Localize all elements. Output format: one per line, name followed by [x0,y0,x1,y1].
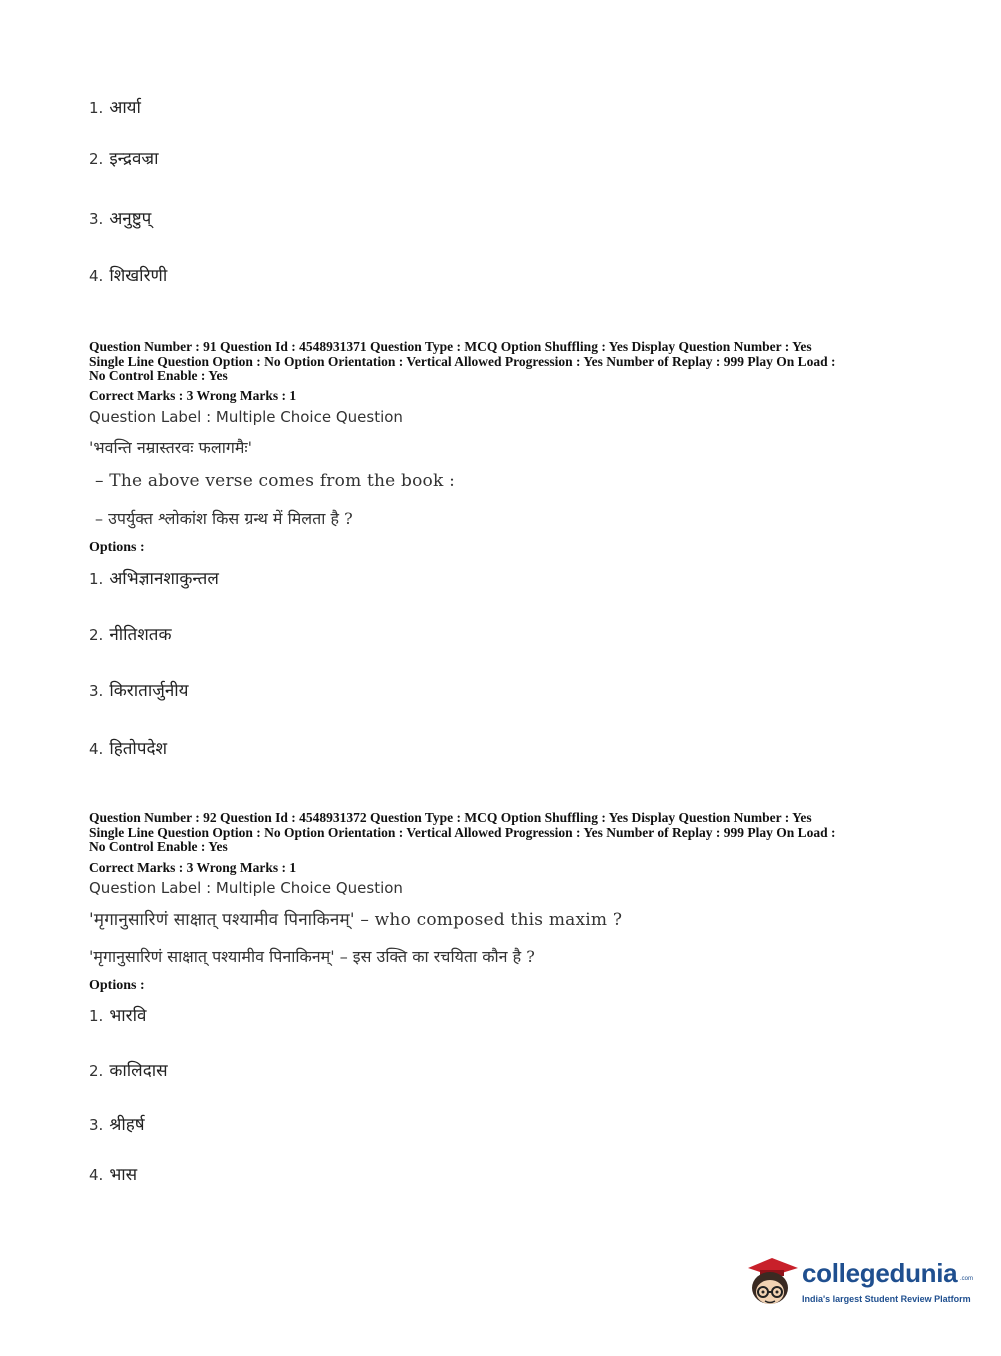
logo-suffix: .com [960,1276,974,1282]
option-text: अभिज्ञानशाकुन्तल [109,569,219,589]
q91-question-label: Question Label : Multiple Choice Question [89,408,403,426]
q91-marks: Correct Marks : 3 Wrong Marks : 1 [89,388,297,403]
q92-meta [89,811,919,855]
option-number: 2. [89,626,104,644]
q91-meta-line3: No Control Enable : Yes [89,368,228,383]
prev-option-4 [89,263,167,286]
option-text: श्रीहर्ष [109,1115,145,1135]
q91-question-hindi: – उपर्युक्त श्लोकांश किस ग्रन्थ में मिलता है ? [95,509,353,528]
q91-meta-line2: Single Line Question Option : No Option Orientation : Vertical Allowed Progression : Yes Number of Replay : 999 Play On Load : [89,353,836,369]
option-number: 4. [89,740,104,758]
q92-question-english: 'मृगानुसारिणं साक्षात् पश्यामीव पिनाकिनम्' – who composed this maxim ? [89,910,623,930]
q92-meta-line3: No Control Enable : Yes [89,839,228,854]
option-number: 3. [89,210,104,228]
q91-verse: 'भवन्ति नम्रास्तरवः फलागमैः' [89,438,253,457]
option-number: 2. [89,1062,104,1080]
q91-option-4[interactable] [89,736,167,759]
prev-option-2 [89,146,159,169]
option-text: नीतिशतक [109,625,172,645]
logo-wordmark: collegedunia [802,1258,958,1288]
option-text: भास [109,1165,138,1185]
q92-meta-line2: Single Line Question Option : No Option Orientation : Vertical Allowed Progression : Yes Number of Replay : 999 Play On Load : [89,824,836,840]
prev-option-1 [89,95,141,118]
option-number: 4. [89,267,104,285]
option-text: कालिदास [109,1061,168,1081]
q92-question-hindi: 'मृगानुसारिणं साक्षात् पश्यामीव पिनाकिनम्' – इस उक्ति का रचयिता कौन है ? [89,947,535,966]
option-number: 1. [89,570,104,588]
option-text: शिखरिणी [109,266,168,286]
q91-option-2[interactable] [89,622,172,645]
q91-question-english: – The above verse comes from the book : [95,471,456,491]
q91-options-header: Options : [89,540,145,555]
q92-question-label: Question Label : Multiple Choice Question [89,879,403,897]
option-text: इन्द्रवज्रा [109,149,159,169]
q92-option-4[interactable] [89,1162,137,1185]
q91-option-1[interactable] [89,566,219,589]
option-number: 1. [89,99,104,117]
option-number: 3. [89,682,104,700]
q92-meta-line1: Question Number : 92 Question Id : 4548931372 Question Type : MCQ Option Shuffling : Yes Display Question Number : Yes [89,810,812,825]
q92-option-1[interactable] [89,1003,146,1026]
option-number: 3. [89,1116,104,1134]
option-text: किरातार्जुनीय [109,681,189,701]
option-text: अनुष्टुप् [109,209,152,229]
option-text: आर्या [109,98,141,118]
q91-option-3[interactable] [89,678,189,701]
option-number: 4. [89,1166,104,1184]
option-number: 2. [89,150,104,168]
prev-option-3 [89,206,151,229]
q92-marks: Correct Marks : 3 Wrong Marks : 1 [89,860,297,875]
logo-tagline: India's largest Student Review Platform [802,1294,971,1304]
option-text: हितोपदेश [109,739,168,759]
collegedunia-logo [740,1250,974,1310]
q91-meta [89,340,919,384]
mascot-icon [740,1250,800,1310]
option-text: भारवि [109,1006,147,1026]
option-number: 1. [89,1007,104,1025]
q92-option-2[interactable] [89,1058,168,1081]
q91-meta-line1: Question Number : 91 Question Id : 4548931371 Question Type : MCQ Option Shuffling : Yes Display Question Number : Yes [89,339,812,354]
q92-options-header: Options : [89,978,145,993]
q92-option-3[interactable] [89,1112,145,1135]
